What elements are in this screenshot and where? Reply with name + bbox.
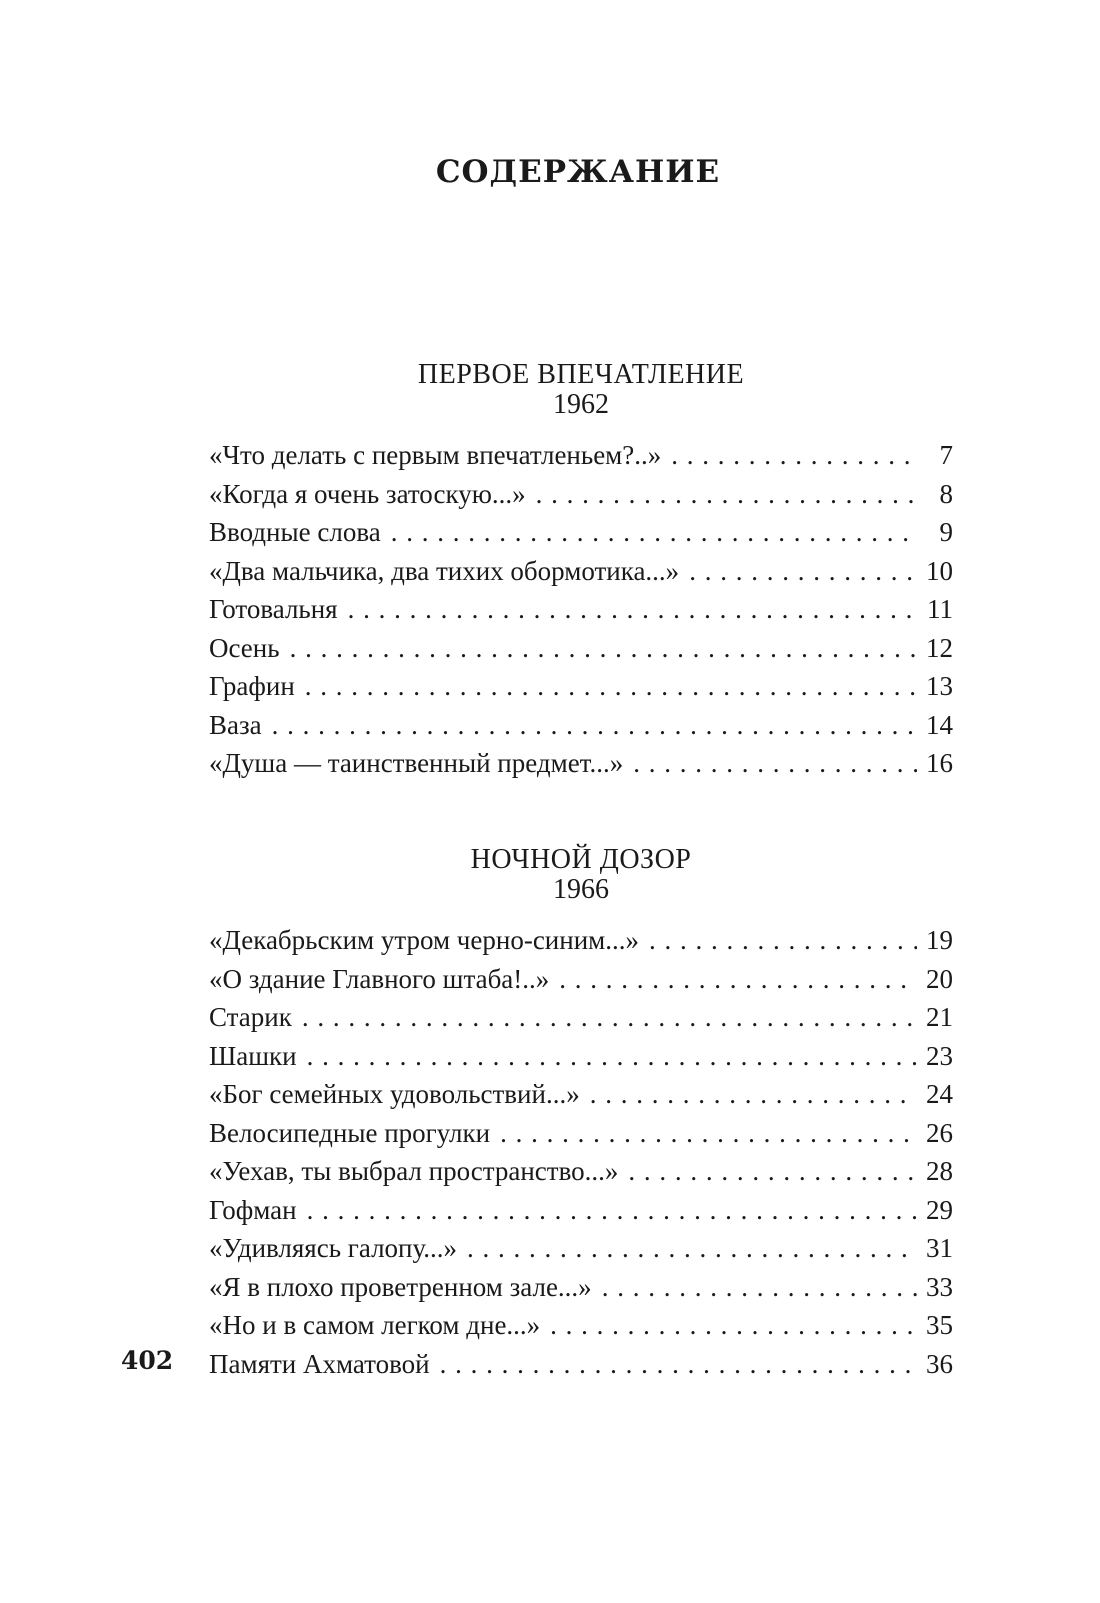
dot-leader xyxy=(467,1233,917,1264)
section-title: ПЕРВОЕ ВПЕЧАТЛЕНИЕ xyxy=(417,359,745,390)
dot-leader xyxy=(307,1195,917,1226)
entry-title: «Что делать с первым впечатленьем?..» xyxy=(209,440,662,470)
toc-entry[interactable] xyxy=(209,925,953,964)
toc-entry[interactable] xyxy=(209,1079,953,1118)
entry-page-number: 26 xyxy=(926,1117,953,1148)
toc-entry[interactable] xyxy=(209,517,953,556)
toc-section-night-watch xyxy=(209,845,953,1387)
dot-leader xyxy=(649,925,917,956)
toc-entry[interactable] xyxy=(209,1118,953,1157)
entry-page-number: 36 xyxy=(926,1348,953,1379)
entry-page-number: 7 xyxy=(939,440,953,470)
toc-entry[interactable] xyxy=(209,594,953,633)
entry-page-number: 16 xyxy=(926,748,953,778)
entry-title: «О здание Главного штаба!..» xyxy=(209,963,550,994)
dot-leader xyxy=(559,964,917,995)
dot-leader xyxy=(272,710,917,741)
dot-leader xyxy=(633,748,917,779)
toc-entry[interactable] xyxy=(209,710,953,749)
entry-page-number: 10 xyxy=(926,555,953,586)
section-heading xyxy=(209,845,953,905)
toc-entry[interactable] xyxy=(209,1041,953,1080)
entry-page-number: 31 xyxy=(926,1233,953,1263)
entry-title: Осень xyxy=(209,632,280,663)
toc-entry[interactable] xyxy=(209,1195,953,1234)
entry-title: Шашки xyxy=(209,1040,297,1071)
entry-title: «Душа — таинственный предмет...» xyxy=(209,748,624,778)
entry-title: Вводные слова xyxy=(209,517,381,547)
dot-leader xyxy=(689,556,917,587)
entry-page-number: 12 xyxy=(926,632,953,663)
entry-title: «Декабрьским утром черно-синим...» xyxy=(209,925,639,955)
toc-entry[interactable] xyxy=(209,1310,953,1349)
entry-page-number: 35 xyxy=(926,1310,953,1340)
entry-page-number: 13 xyxy=(926,671,953,701)
dot-leader xyxy=(440,1349,917,1380)
entry-title: «Уехав, ты выбрал пространство...» xyxy=(209,1156,619,1186)
entry-page-number: 24 xyxy=(926,1079,953,1109)
entry-page-number: 21 xyxy=(926,1002,953,1032)
dot-leader xyxy=(290,633,917,664)
toc-entry[interactable] xyxy=(209,556,953,595)
entry-page-number: 9 xyxy=(939,517,953,547)
page-title: СОДЕРЖАНИЕ xyxy=(435,154,721,190)
dot-leader xyxy=(302,1002,917,1033)
entry-title: «Удивляясь галопу...» xyxy=(209,1233,458,1263)
entry-title: «Бог семейных удовольствий...» xyxy=(209,1079,580,1109)
entry-title: «Когда я очень затоскую...» xyxy=(209,478,526,509)
entry-page-number: 14 xyxy=(926,709,953,740)
section-heading xyxy=(209,360,953,420)
dot-leader xyxy=(307,1041,917,1072)
toc-list xyxy=(209,440,953,787)
dot-leader xyxy=(590,1079,917,1110)
entry-page-number: 33 xyxy=(926,1271,953,1302)
entry-page-number: 19 xyxy=(926,925,953,955)
dot-leader xyxy=(500,1118,917,1149)
entry-title: Памяти Ахматовой xyxy=(209,1348,430,1379)
toc-entry[interactable] xyxy=(209,479,953,518)
toc-entry[interactable] xyxy=(209,671,953,710)
section-title: НОЧНОЙ ДОЗОР xyxy=(470,844,692,875)
toc-entry[interactable] xyxy=(209,1233,953,1272)
toc-entry[interactable] xyxy=(209,964,953,1003)
dot-leader xyxy=(671,440,917,471)
page-number: 402 xyxy=(121,1346,174,1375)
toc-entry[interactable] xyxy=(209,1156,953,1195)
entry-title: Старик xyxy=(209,1002,292,1032)
entry-page-number: 20 xyxy=(926,963,953,994)
toc-section-first-impression xyxy=(209,360,953,787)
entry-title: «Я в плохо проветренном зале...» xyxy=(209,1271,592,1302)
entry-page-number: 23 xyxy=(926,1040,953,1071)
section-year: 1966 xyxy=(553,874,609,905)
dot-leader xyxy=(305,671,917,702)
entry-page-number: 29 xyxy=(926,1194,953,1225)
entry-title: «Два мальчика, два тихих обормотика...» xyxy=(209,555,680,586)
dot-leader xyxy=(602,1272,917,1303)
entry-title: Ваза xyxy=(209,709,262,740)
entry-page-number: 28 xyxy=(926,1156,953,1186)
entry-title: Графин xyxy=(209,671,295,701)
entry-title: «Но и в самом легком дне...» xyxy=(209,1310,541,1340)
section-year: 1962 xyxy=(553,389,609,420)
toc-entry[interactable] xyxy=(209,1002,953,1041)
toc-entry[interactable] xyxy=(209,1349,953,1388)
entry-title: Велосипедные прогулки xyxy=(209,1117,491,1148)
dot-leader xyxy=(628,1156,917,1187)
toc-entry[interactable] xyxy=(209,633,953,672)
entry-page-number: 11 xyxy=(927,594,953,624)
dot-leader xyxy=(391,517,917,548)
toc-list xyxy=(209,925,953,1387)
toc-entry[interactable] xyxy=(209,1272,953,1311)
toc-entry[interactable] xyxy=(209,440,953,479)
dot-leader xyxy=(550,1310,917,1341)
toc-entry[interactable] xyxy=(209,748,953,787)
dot-leader xyxy=(536,479,917,510)
entry-page-number: 8 xyxy=(939,478,953,509)
entry-title: Гофман xyxy=(209,1194,297,1225)
entry-title: Готовальня xyxy=(209,594,338,624)
dot-leader xyxy=(348,594,917,625)
